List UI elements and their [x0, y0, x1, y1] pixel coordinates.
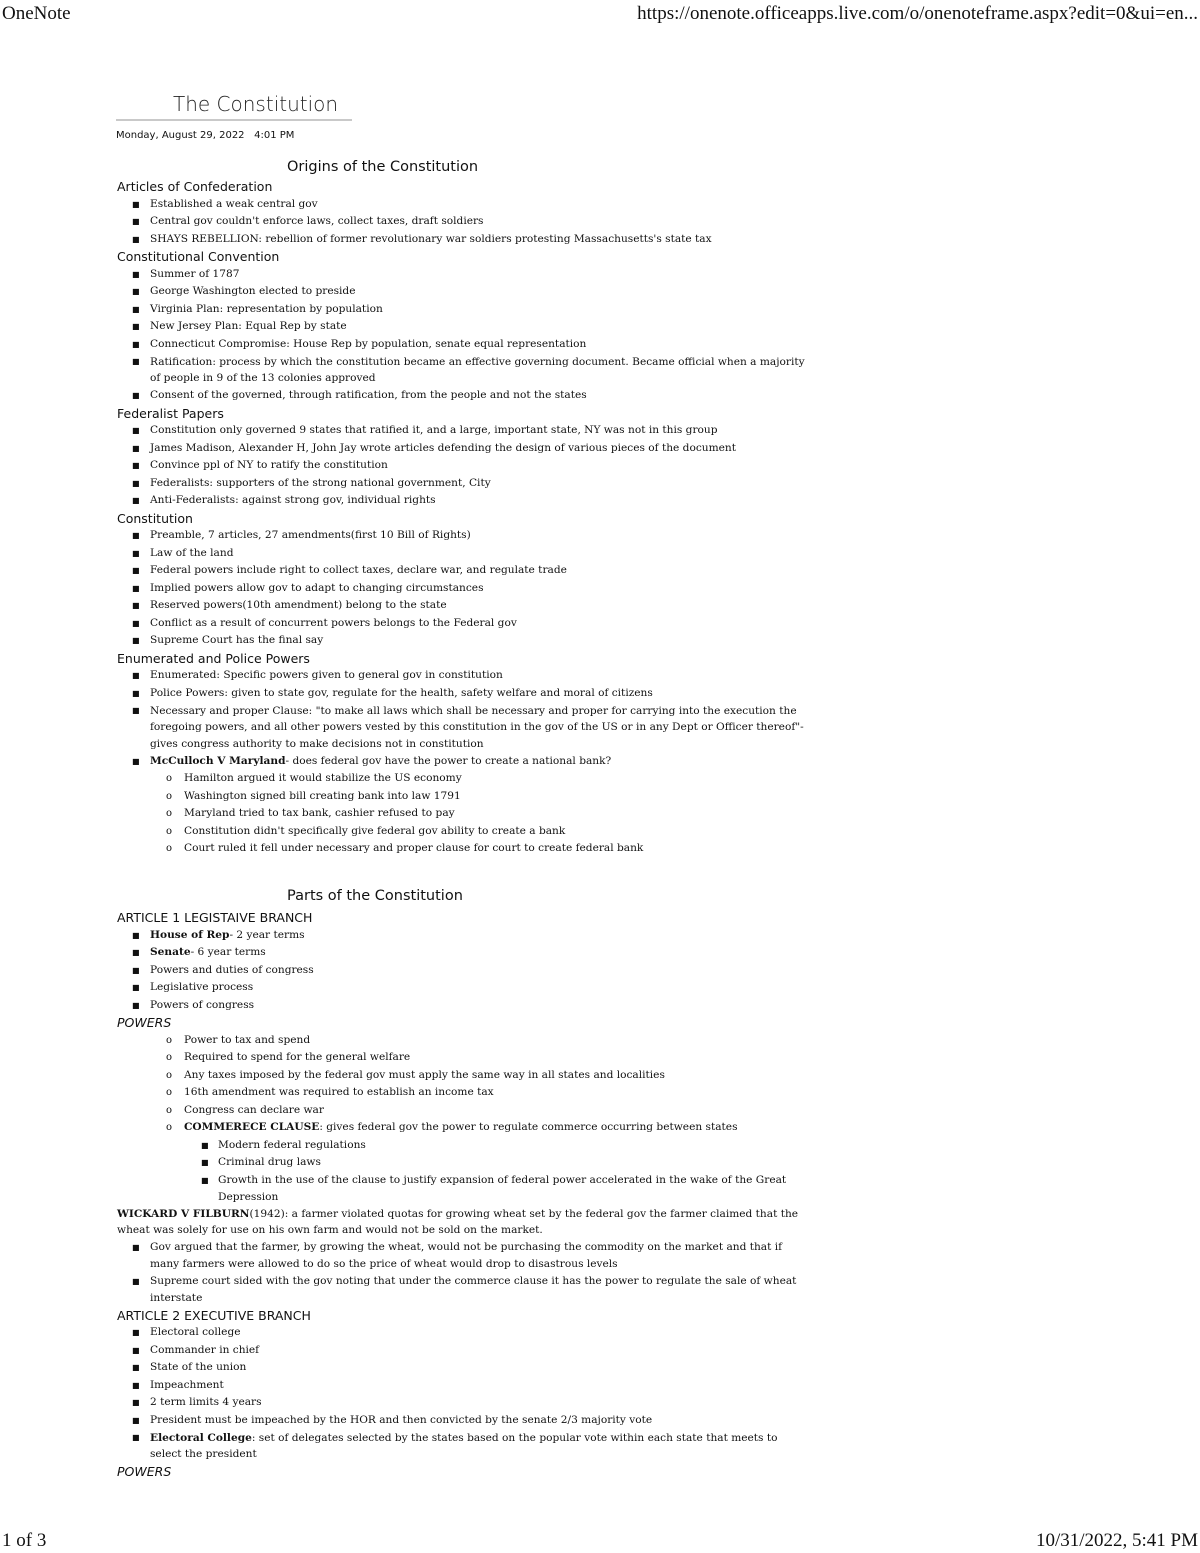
list-item: ■ House of Rep- 2 year terms [117, 927, 807, 945]
list-item: ■ Necessary and proper Clause: "to make all laws which shall be necessary and proper for carrying into the execution the foregoing powers, and all other powers vested by this constitution in the gov of the US or in any Dept or Officer thereof"- gives congress authority to make decisions not in constitution [117, 702, 807, 753]
square-bullet-icon: ■ [132, 566, 140, 575]
list-item: ■ Reserved powers(10th amendment) belong to the state [117, 597, 807, 615]
square-bullet-icon: ■ [132, 983, 140, 992]
square-bullet-icon: ■ [132, 339, 140, 349]
article1-powers-label: POWERS [117, 1015, 172, 1030]
circle-bullet-icon: o [166, 1122, 173, 1133]
list-item: o Required to spend for the general welfare [117, 1049, 807, 1067]
list-item: ■ Convince ppl of NY to ratify the constitution [117, 457, 807, 475]
list-item: ■ 2 term limits 4 years [117, 1394, 807, 1412]
square-bullet-icon: ■ [132, 636, 140, 645]
square-bullet-icon: ■ [132, 443, 140, 453]
list-item: ■ New Jersey Plan: Equal Rep by state [117, 318, 807, 336]
list-item: ■ Electoral college [117, 1324, 807, 1342]
article2-label: ARTICLE 2 EXECUTIVE BRANCH [117, 1307, 311, 1323]
square-bullet-icon: ■ [132, 688, 140, 698]
square-bullet-icon: ■ [132, 706, 140, 715]
list-item: ■ Powers and duties of congress [117, 962, 807, 980]
wickard-paragraph: WICKARD V FILBURN(1942): a farmer violated quotas for growing wheat set by the federal gov the farmer claimed that the wheat was solely for use on his own farm and would not be sold on the market. [117, 1207, 799, 1236]
square-bullet-icon: ■ [132, 1380, 140, 1390]
square-bullet-icon: ■ [132, 1415, 140, 1425]
list-item: ■ Central gov couldn't enforce laws, collect taxes, draft soldiers [117, 213, 807, 231]
list-item: ■ SHAYS REBELLION: rebellion of former revolutionary war soldiers protesting Massachusetts's state tax [117, 231, 807, 249]
square-bullet-icon: ■ [132, 1242, 140, 1252]
list-item: ■ Supreme Court has the final say [117, 632, 807, 650]
list-item: ■ Growth in the use of the clause to justify expansion of federal power accelerated in the wake of the Great Depression [117, 1172, 807, 1206]
list-item: ■ Commander in chief [117, 1342, 807, 1360]
list-item: o COMMERECE CLAUSE: gives federal gov the power to regulate commerce occurring between states [117, 1119, 807, 1137]
list-item: ■ Preamble, 7 articles, 27 amendments(first 10 Bill of Rights) [117, 527, 807, 545]
square-bullet-icon: ■ [132, 269, 140, 279]
article1-list [117, 927, 807, 1015]
page-url[interactable]: https://onenote.officeapps.live.com/o/onenoteframe.aspx?edit=0&ui=en... [637, 3, 1198, 24]
list-item: ■ McCulloch V Maryland- does federal gov have the power to create a national bank? [117, 753, 807, 771]
square-bullet-icon: ■ [132, 217, 140, 226]
list-item: ■ Connecticut Compromise: House Rep by population, senate equal representation [117, 336, 807, 354]
wickard-list [117, 1239, 807, 1307]
square-bullet-icon: ■ [132, 930, 140, 940]
article2-powers-label: POWERS [117, 1464, 172, 1479]
list-item: ■ Conflict as a result of concurrent powers belongs to the Federal gov [117, 615, 807, 633]
square-bullet-icon: ■ [132, 618, 140, 628]
circle-bullet-icon: o [166, 825, 173, 837]
square-bullet-icon: ■ [132, 548, 140, 558]
list-item: ■ President must be impeached by the HOR and then convicted by the senate 2/3 majority vote [117, 1412, 807, 1430]
printed-timestamp: 10/31/2022, 5:41 PM [1035, 1530, 1198, 1551]
page-title[interactable]: The Constitution [116, 92, 352, 121]
square-bullet-icon: ■ [132, 1328, 140, 1337]
list-item: ■ Federalists: supporters of the strong national government, City [117, 475, 807, 493]
square-bullet-icon: ■ [132, 304, 140, 314]
origins-heading: Origins of the Constitution [287, 159, 479, 175]
case-name: McCulloch V Maryland [150, 754, 286, 767]
convention-label: Constitutional Convention [117, 249, 280, 264]
list-item: ■ Senate- 6 year terms [117, 944, 807, 962]
list-item: ■ James Madison, Alexander H, John Jay wrote articles defending the design of various pieces of the document [117, 440, 807, 458]
circle-bullet-icon: o [166, 1087, 173, 1098]
square-bullet-icon: ■ [132, 322, 140, 331]
circle-bullet-icon: o [166, 1034, 173, 1046]
square-bullet-icon: ■ [132, 1363, 140, 1372]
square-bullet-icon: ■ [132, 1398, 140, 1407]
list-item: o 16th amendment was required to establish an income tax [117, 1084, 807, 1102]
list-item: ■ Modern federal regulations [117, 1137, 807, 1155]
square-bullet-icon: ■ [132, 583, 140, 593]
square-bullet-icon: ■ [132, 1000, 140, 1010]
list-item: ■ Supreme court sided with the gov noting that under the commerce clause it has the power to regulate the sale of wheat interstate [117, 1273, 807, 1307]
origins-section [117, 178, 807, 858]
circle-bullet-icon: o [166, 790, 173, 802]
convention-list [117, 266, 807, 405]
list-item: o Court ruled it fell under necessary and proper clause for court to create federal bank [117, 840, 807, 858]
list-item: ■ Virginia Plan: representation by population [117, 301, 807, 319]
circle-bullet-icon: o [166, 1052, 173, 1063]
enumerated-list [117, 667, 807, 858]
list-item: ■ Ratification: process by which the constitution became an effective governing document. Became official when a majority of people in 9 of the 13 colonies approved [117, 353, 807, 387]
square-bullet-icon: ■ [132, 199, 140, 209]
list-item: o Hamilton argued it would stabilize the US economy [117, 770, 807, 788]
square-bullet-icon: ■ [132, 234, 140, 244]
square-bullet-icon: ■ [201, 1158, 209, 1167]
circle-bullet-icon: o [166, 1069, 173, 1081]
list-item: ■ Law of the land [117, 545, 807, 563]
list-item: o Washington signed bill creating bank into law 1791 [117, 788, 807, 806]
square-bullet-icon: ■ [132, 357, 140, 366]
list-item: ■ Criminal drug laws [117, 1154, 807, 1172]
list-item: o Any taxes imposed by the federal gov must apply the same way in all states and localities [117, 1067, 807, 1085]
list-item: ■ Powers of congress [117, 997, 807, 1015]
page-date-value: Monday, August 29, 2022 [116, 130, 245, 141]
list-item: ■ Constitution only governed 9 states that ratified it, and a large, important state, NY was not in this group [117, 422, 807, 440]
articles-conf-list [117, 196, 807, 249]
list-item: ■ George Washington elected to preside [117, 283, 807, 301]
square-bullet-icon: ■ [132, 391, 140, 400]
circle-bullet-icon: o [166, 773, 173, 784]
square-bullet-icon: ■ [201, 1140, 209, 1150]
parts-section [117, 909, 807, 1481]
federalist-list [117, 422, 807, 510]
list-item: o Constitution didn't specifically give federal gov ability to create a bank [117, 823, 807, 841]
list-item: ■ Consent of the governed, through ratification, from the people and not the states [117, 387, 807, 405]
list-item: ■ Implied powers allow gov to adapt to changing circumstances [117, 580, 807, 598]
circle-bullet-icon: o [166, 1104, 173, 1116]
list-item: ■ Enumerated: Specific powers given to general gov in constitution [117, 667, 807, 685]
square-bullet-icon: ■ [132, 478, 140, 488]
articles-conf-label: Articles of Confederation [117, 179, 273, 194]
circle-bullet-icon: o [166, 808, 173, 819]
square-bullet-icon: ■ [132, 496, 140, 505]
federalist-label: Federalist Papers [117, 405, 224, 421]
square-bullet-icon: ■ [132, 948, 140, 957]
list-item: ■ State of the union [117, 1359, 807, 1377]
enumerated-label: Enumerated and Police Powers [117, 650, 310, 666]
square-bullet-icon: ■ [132, 1276, 140, 1286]
list-item: o Maryland tried to tax bank, cashier refused to pay [117, 805, 807, 823]
square-bullet-icon: ■ [132, 965, 140, 975]
list-item: ■ Established a weak central gov [117, 196, 807, 214]
square-bullet-icon: ■ [201, 1175, 209, 1185]
parts-heading: Parts of the Constitution [287, 888, 463, 904]
list-item: ■ Electoral College: set of delegates selected by the states based on the popular vote within each state that meets to select the president [117, 1429, 807, 1463]
square-bullet-icon: ■ [132, 1433, 140, 1442]
list-item: o Congress can declare war [117, 1102, 807, 1120]
square-bullet-icon: ■ [132, 601, 140, 610]
square-bullet-icon: ■ [132, 461, 140, 470]
page-date [116, 130, 294, 141]
article1-label: ARTICLE 1 LEGISTAIVE BRANCH [117, 910, 313, 925]
list-item: o Power to tax and spend [117, 1032, 807, 1050]
constitution-list [117, 527, 807, 650]
constitution-label: Constitution [117, 510, 193, 526]
list-item: ■ Anti-Federalists: against strong gov, individual rights [117, 492, 807, 510]
square-bullet-icon: ■ [132, 671, 140, 680]
list-item: ■ Federal powers include right to collect taxes, declare war, and regulate trade [117, 562, 807, 580]
list-item: ■ Summer of 1787 [117, 266, 807, 284]
square-bullet-icon: ■ [132, 287, 140, 296]
page-counter: 1 of 3 [2, 1530, 47, 1551]
list-item: ■ Police Powers: given to state gov, regulate for the health, safety welfare and moral of citizens [117, 685, 807, 703]
article1-powers-list [117, 1032, 807, 1206]
list-item: ■ Gov argued that the farmer, by growing the wheat, would not be purchasing the commodity on the market and that if many farmers were allowed to do so the price of wheat would drop to disastrous levels [117, 1239, 807, 1273]
square-bullet-icon: ■ [132, 426, 140, 435]
square-bullet-icon: ■ [132, 1345, 140, 1355]
article2-list [117, 1324, 807, 1463]
page-time-value: 4:01 PM [254, 130, 295, 141]
list-item: ■ Impeachment [117, 1377, 807, 1395]
circle-bullet-icon: o [166, 843, 173, 854]
list-item: ■ Legislative process [117, 979, 807, 997]
square-bullet-icon: ■ [132, 531, 140, 540]
square-bullet-icon: ■ [132, 756, 140, 766]
app-name: OneNote [2, 3, 71, 24]
